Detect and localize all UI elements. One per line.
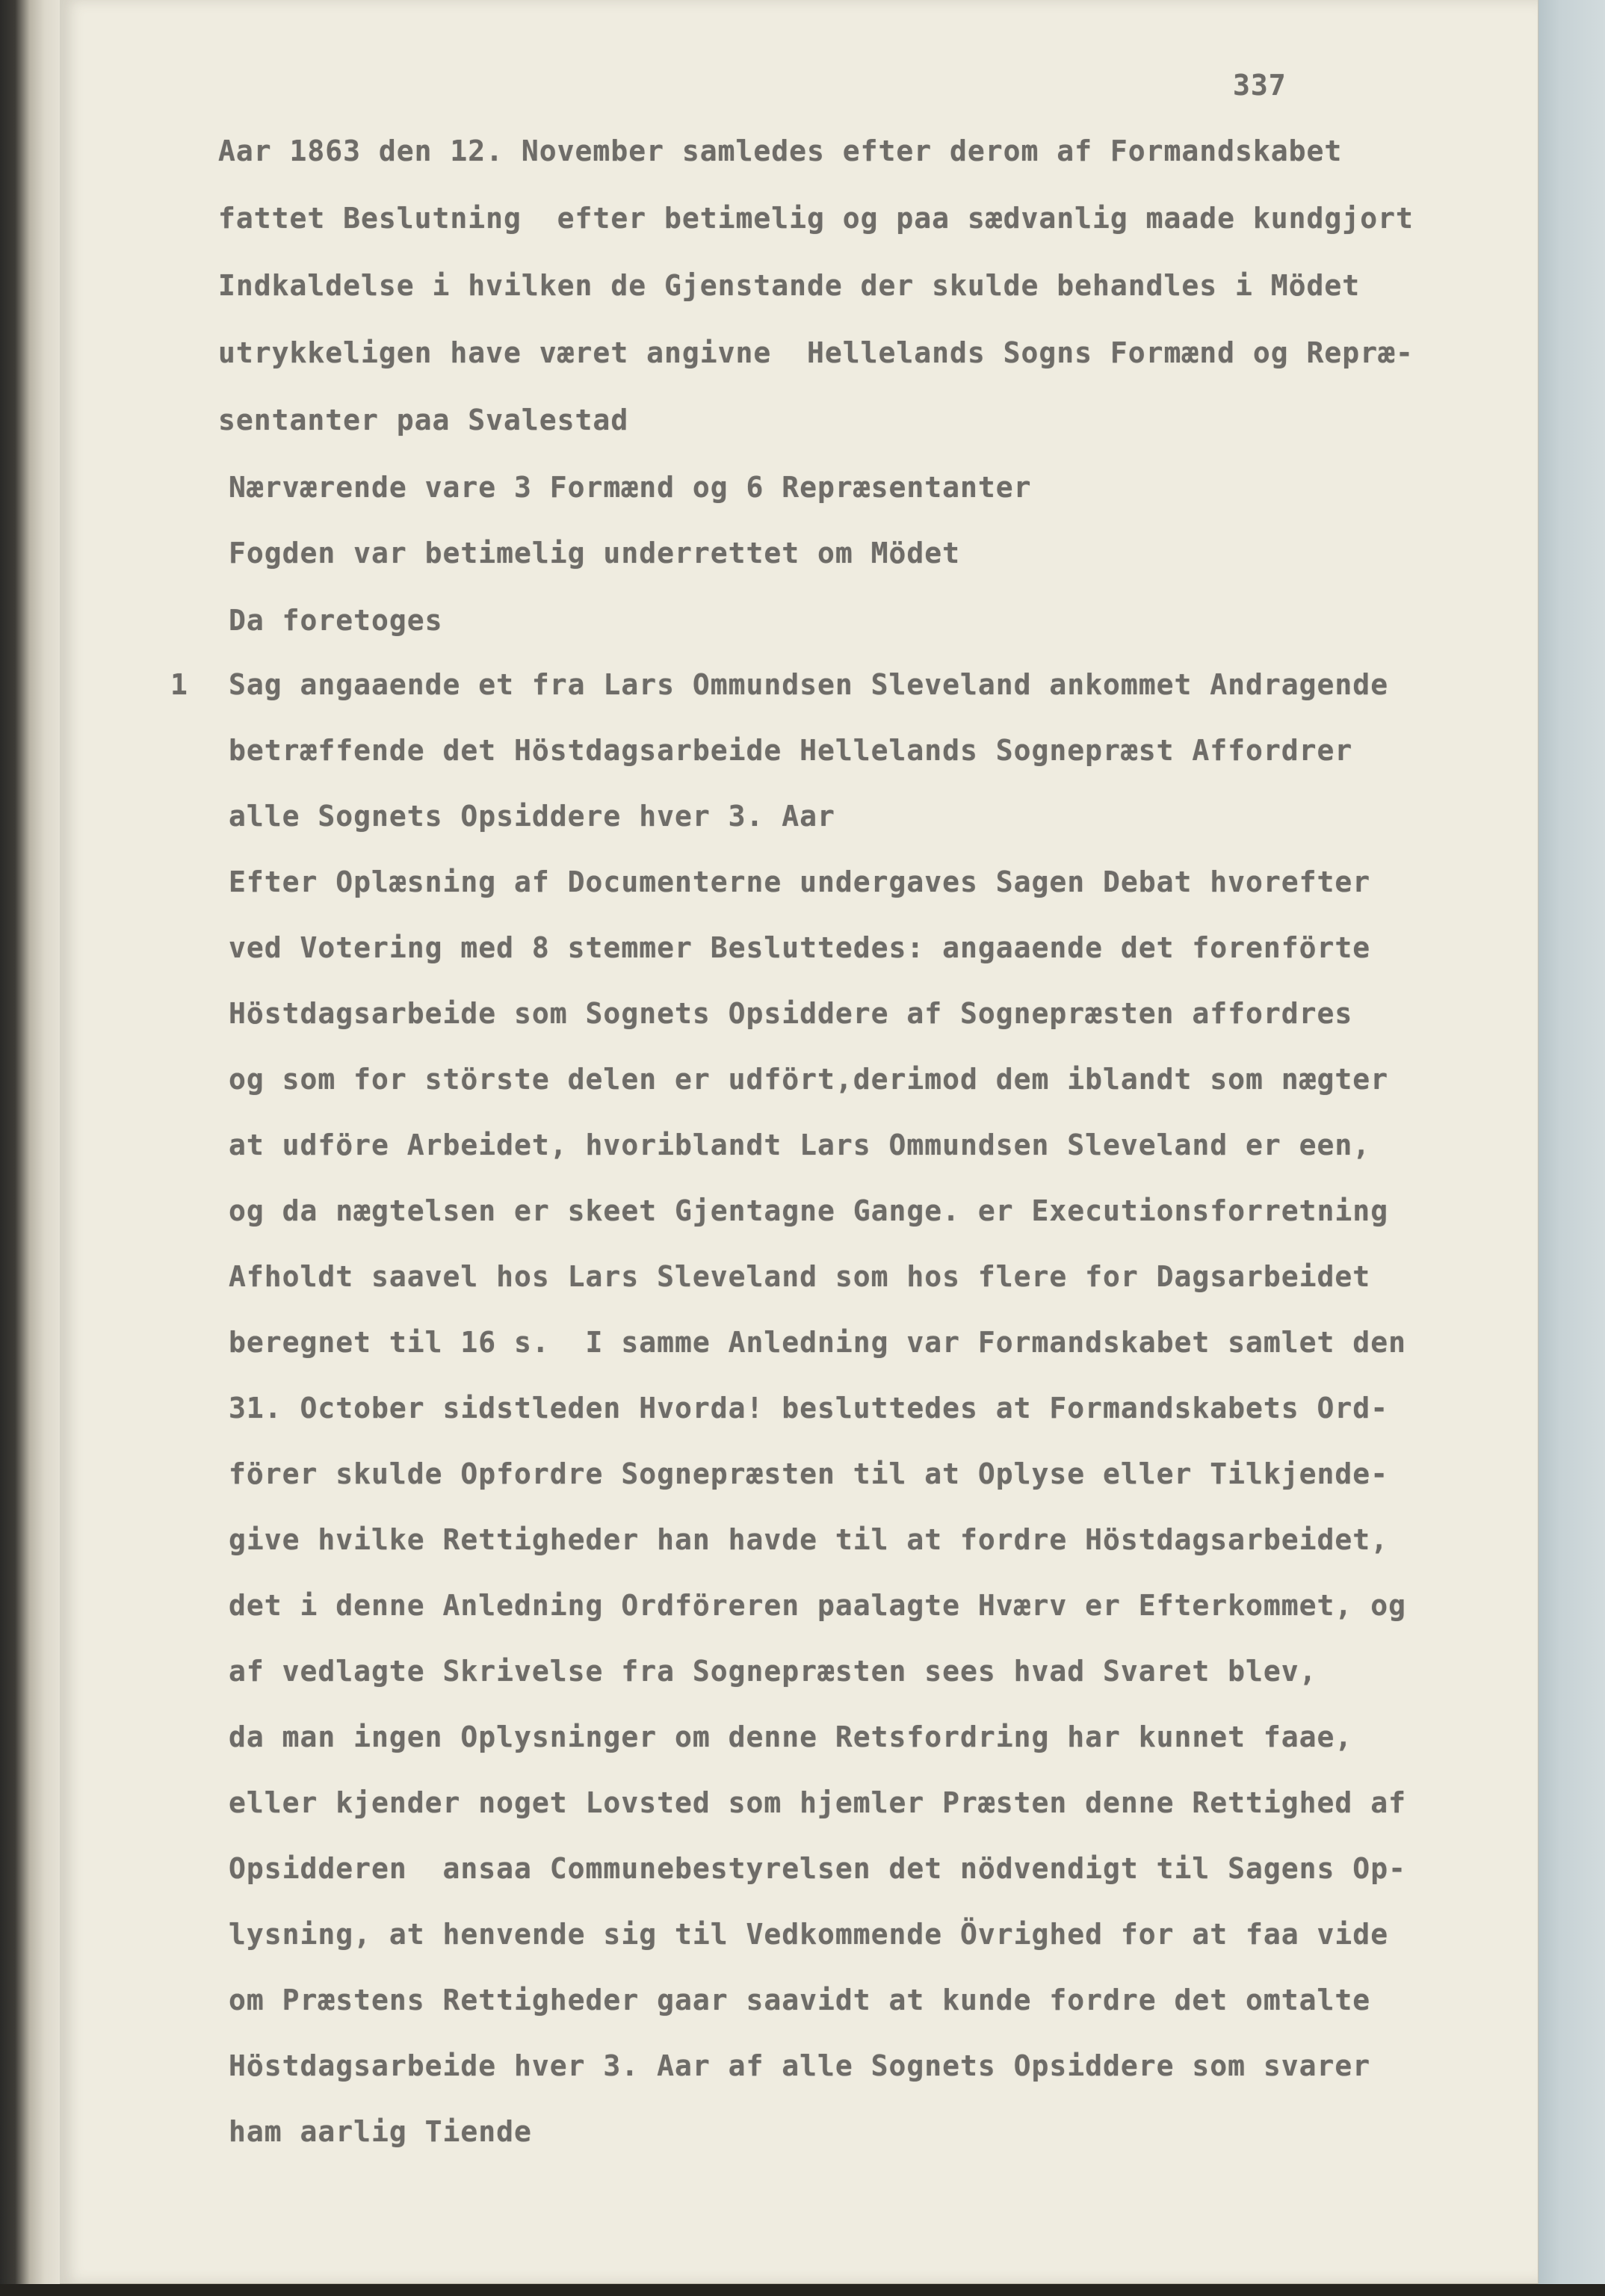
text-line: sentanter paa Svalestad [218, 404, 629, 436]
text-line: at udföre Arbeidet, hvoriblandt Lars Ommundsen Sleveland er een, [229, 1129, 1371, 1161]
scan-background [1538, 0, 1605, 2296]
text-line: Nærværende vare 3 Formænd og 6 Repræsentanter [229, 471, 1032, 504]
text-line: ham aarlig Tiende [229, 2115, 532, 2148]
text-line: lysning, at henvende sig til Vedkommende Övrighed for at faa vide [229, 1918, 1389, 1951]
text-line: give hvilke Rettigheder han havde til at fordre Höstdagsarbeidet, [229, 1523, 1389, 1556]
text-line: betræffende det Höstdagsarbeide Hellelands Sognepræst Affordrer [229, 734, 1353, 767]
item-number: 1 [170, 668, 188, 701]
text-line: Indkaldelse i hvilken de Gjenstande der skulde behandles i Mödet [218, 269, 1361, 302]
text-line: eller kjender noget Lovsted som hjemler Præsten denne Rettighed af [229, 1786, 1406, 1819]
text-line: det i denne Anledning Ordföreren paalagte Hværv er Efterkommet, og [229, 1589, 1406, 1622]
text-line: ved Votering med 8 stemmer Besluttedes: angaaende det forenförte [229, 931, 1371, 964]
text-line: og som for störste delen er udfört,derimod dem iblandt som nægter [229, 1063, 1389, 1096]
text-line: Opsidderen ansaa Communebestyrelsen det nödvendigt til Sagens Op- [229, 1852, 1406, 1885]
text-line: utrykkeligen have været angivne Hellelands Sogns Formænd og Repræ- [218, 336, 1414, 369]
text-line: Höstdagsarbeide hver 3. Aar af alle Sognets Opsiddere som svarer [229, 2049, 1371, 2082]
text-line: Afholdt saavel hos Lars Sleveland som hos flere for Dagsarbeidet [229, 1260, 1371, 1293]
text-line: Sag angaaende et fra Lars Ommundsen Sleveland ankommet Andragende [229, 668, 1389, 701]
text-line: Fogden var betimelig underrettet om Mödet [229, 537, 960, 570]
scan-bottom-edge [0, 2284, 1605, 2296]
text-line: alle Sognets Opsiddere hver 3. Aar [229, 800, 835, 833]
text-line: Efter Oplæsning af Documenterne undergaves Sagen Debat hvorefter [229, 865, 1371, 898]
text-line: og da nægtelsen er skeet Gjentagne Gange. er Executionsforretning [229, 1194, 1389, 1227]
text-line: da man ingen Oplysninger om denne Retsfordring har kunnet faae, [229, 1721, 1353, 1753]
text-line: Höstdagsarbeide som Sognets Opsiddere af Sognepræsten affordres [229, 997, 1353, 1030]
text-line: förer skulde Opfordre Sognepræsten til at Oplyse eller Tilkjende- [229, 1457, 1389, 1490]
text-line: Aar 1863 den 12. November samledes efter derom af Formandskabet [218, 135, 1343, 167]
text-line: Da foretoges [229, 604, 443, 637]
text-line: 31. October sidstleden Hvorda! besluttedes at Formandskabets Ord- [229, 1392, 1389, 1425]
text-line: om Præstens Rettigheder gaar saavidt at kunde fordre det omtalte [229, 1984, 1371, 2016]
text-line: af vedlagte Skrivelse fra Sognepræsten sees hvad Svaret blev, [229, 1655, 1317, 1688]
text-line: beregnet til 16 s. I samme Anledning var Formandskabet samlet den [229, 1326, 1406, 1359]
page-number: 337 [1233, 69, 1287, 102]
text-line: fattet Beslutning efter betimelig og paa sædvanlig maade kundgjort [218, 202, 1414, 235]
